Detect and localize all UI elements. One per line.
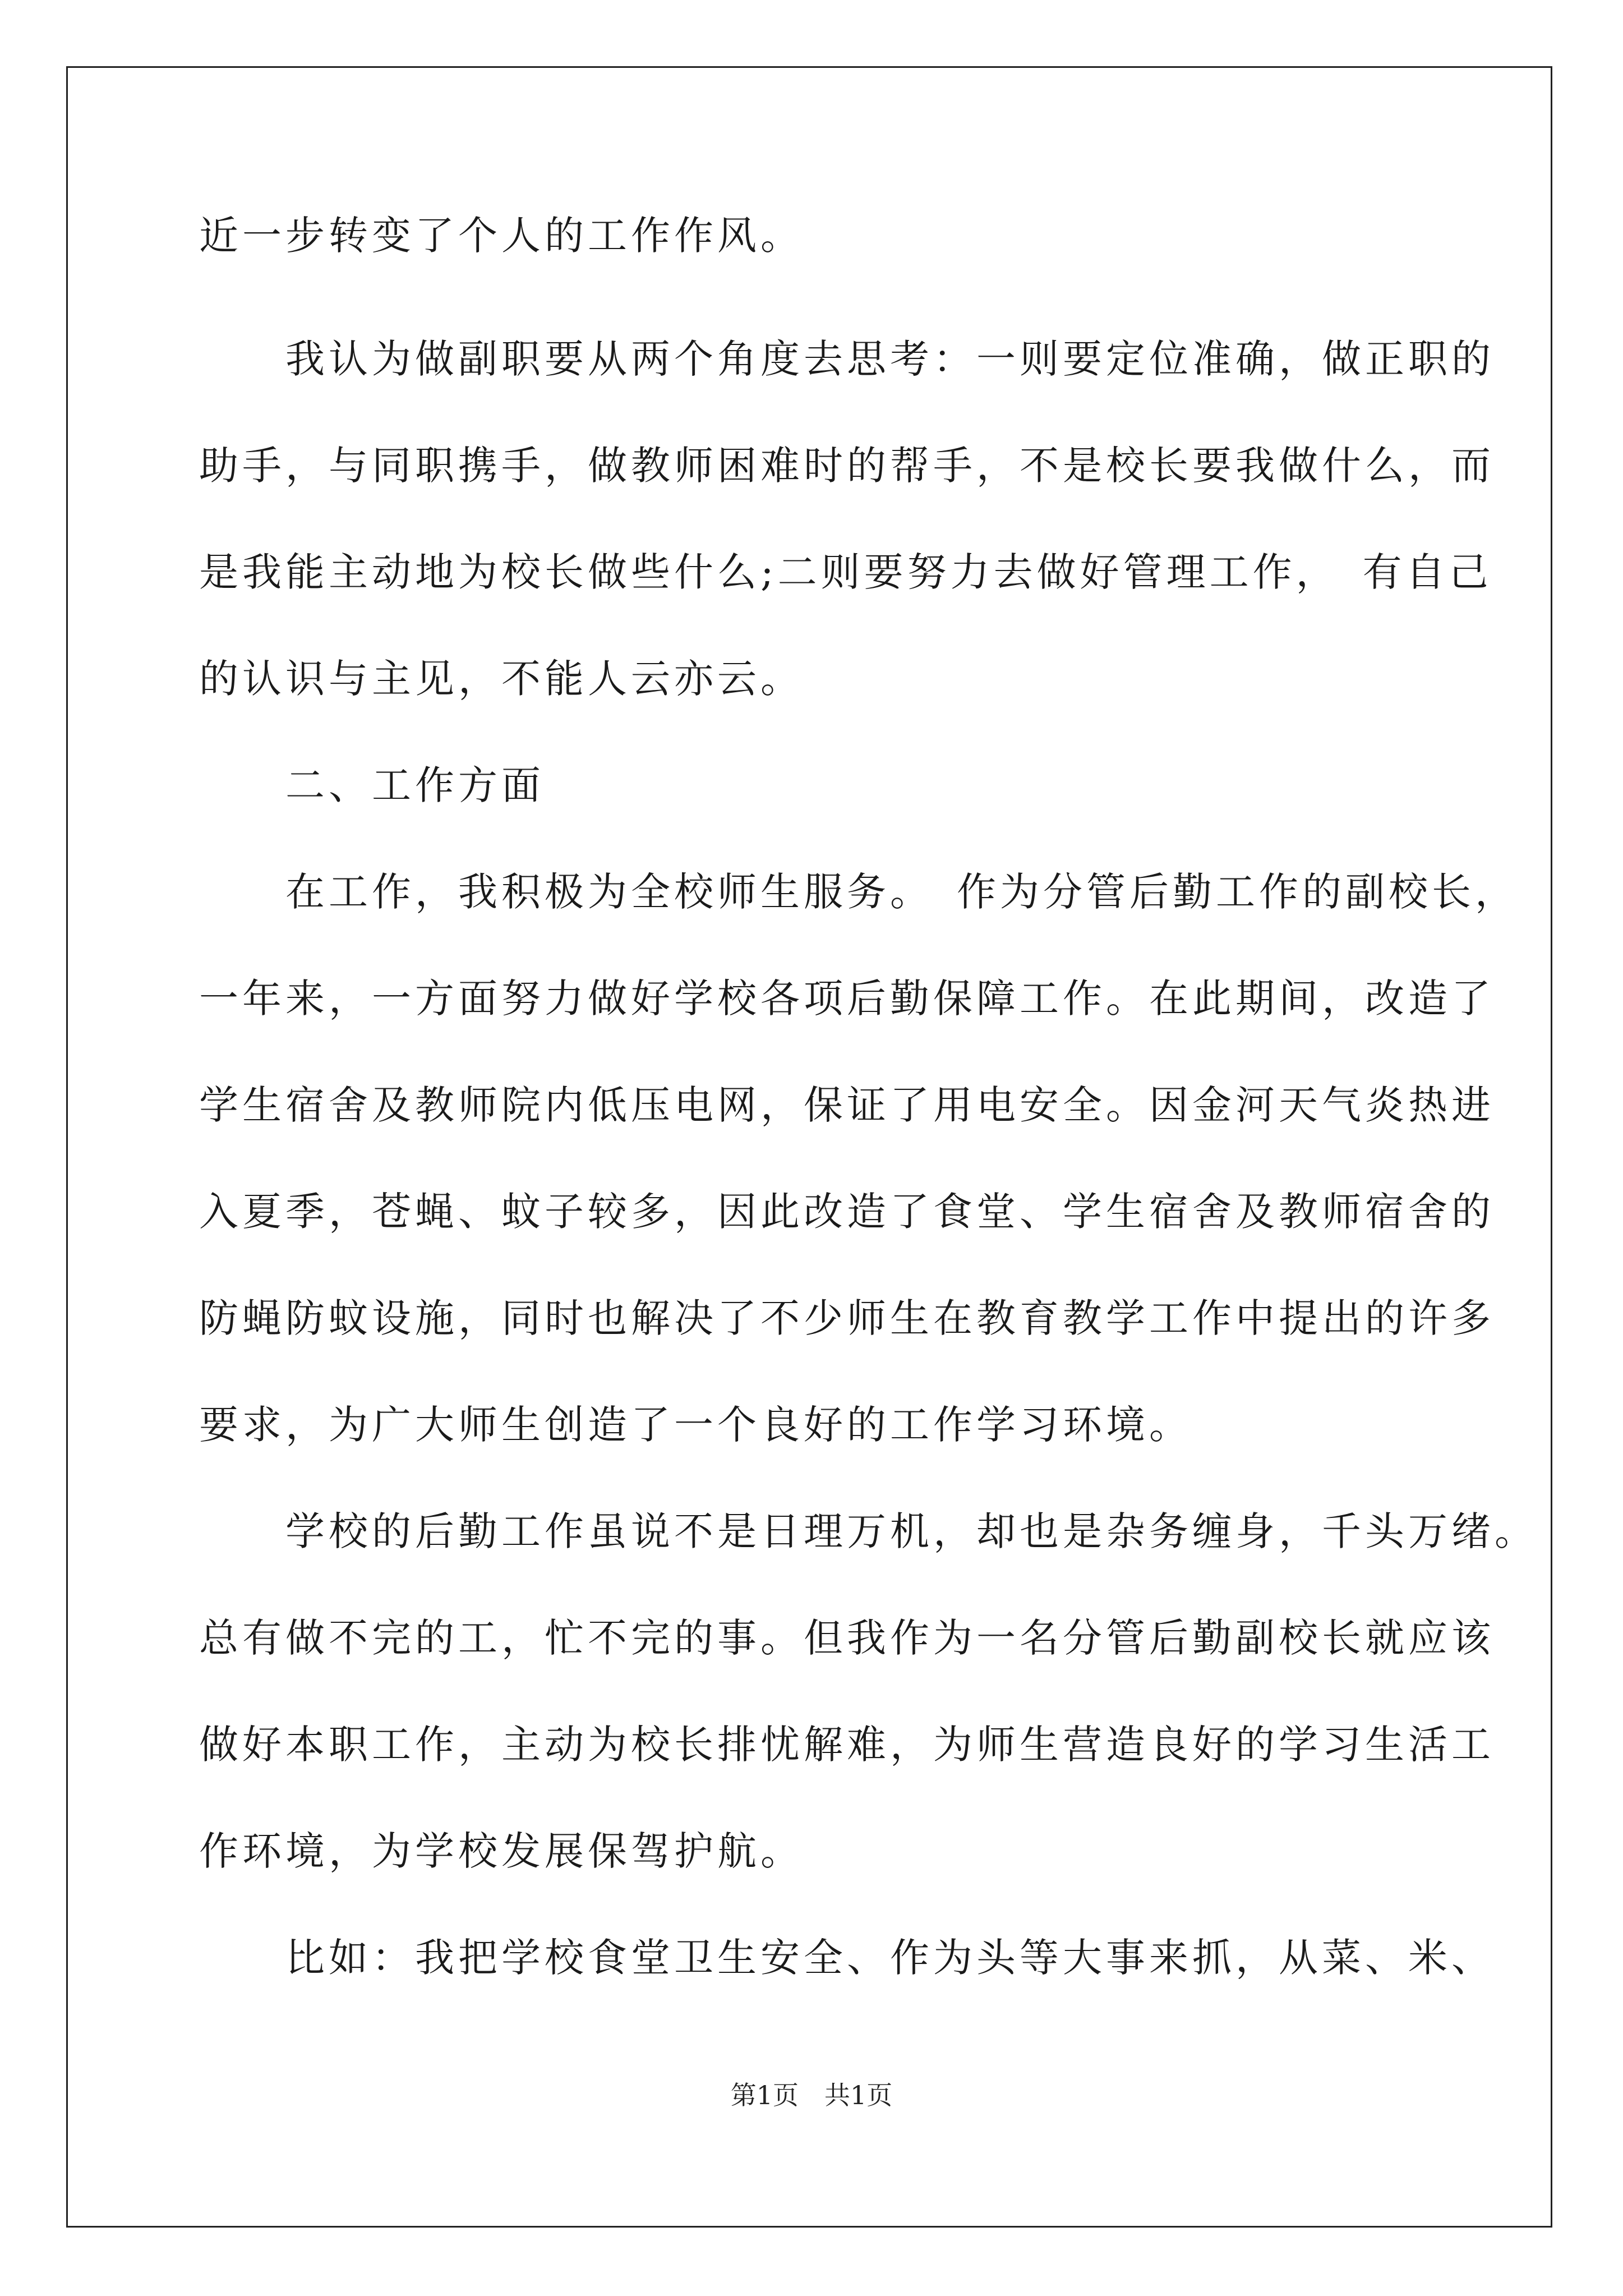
page-number-footer: 第1页 共1页 bbox=[730, 2080, 893, 2110]
text-line: 是我能主动地为校长做些什么;二则要努力去做好管理工作， 有自己 bbox=[199, 549, 1492, 595]
text-line: 作环境，为学校发展保驾护航。 bbox=[199, 1828, 804, 1874]
text-line: 学生宿舍及教师院内低压电网，保证了用电安全。因金河天气炎热进 bbox=[199, 1082, 1495, 1128]
text-line: 近一步转变了个人的工作作风。 bbox=[199, 213, 804, 259]
text-line: 的认识与主见，不能人云亦云。 bbox=[199, 656, 804, 702]
text-line: 在工作，我积极为全校师生服务。 作为分管后勤工作的副校长， bbox=[199, 869, 1518, 915]
text-line: 防蝇防蚊设施，同时也解决了不少师生在教育教学工作中提出的许多 bbox=[199, 1295, 1495, 1341]
section-heading: 二、工作方面 bbox=[199, 762, 545, 808]
text-line: 一年来，一方面努力做好学校各项后勤保障工作。在此期间，改造了 bbox=[199, 976, 1495, 1022]
text-line: 入夏季，苍蝇、蚊子较多，因此改造了食堂、学生宿舍及教师宿舍的 bbox=[199, 1189, 1495, 1235]
text-line: 比如：我把学校食堂卫生安全、作为头等大事来抓，从菜、米、 bbox=[199, 1935, 1495, 1981]
page-border bbox=[66, 66, 1552, 2228]
text-line: 要求，为广大师生创造了一个良好的工作学习环境。 bbox=[199, 1402, 1192, 1448]
text-line: 做好本职工作，主动为校长排忧解难，为师生营造良好的学习生活工 bbox=[199, 1722, 1495, 1768]
text-line: 总有做不完的工，忙不完的事。但我作为一名分管后勤副校长就应该 bbox=[199, 1615, 1495, 1661]
text-line: 助手，与同职携手，做教师困难时的帮手，不是校长要我做什么，而 bbox=[199, 443, 1495, 489]
text-line: 学校的后勤工作虽说不是日理万机，却也是杂务缠身，千头万绪。 bbox=[199, 1508, 1538, 1554]
text-line: 我认为做副职要从两个角度去思考：一则要定位准确，做正职的 bbox=[199, 336, 1495, 382]
